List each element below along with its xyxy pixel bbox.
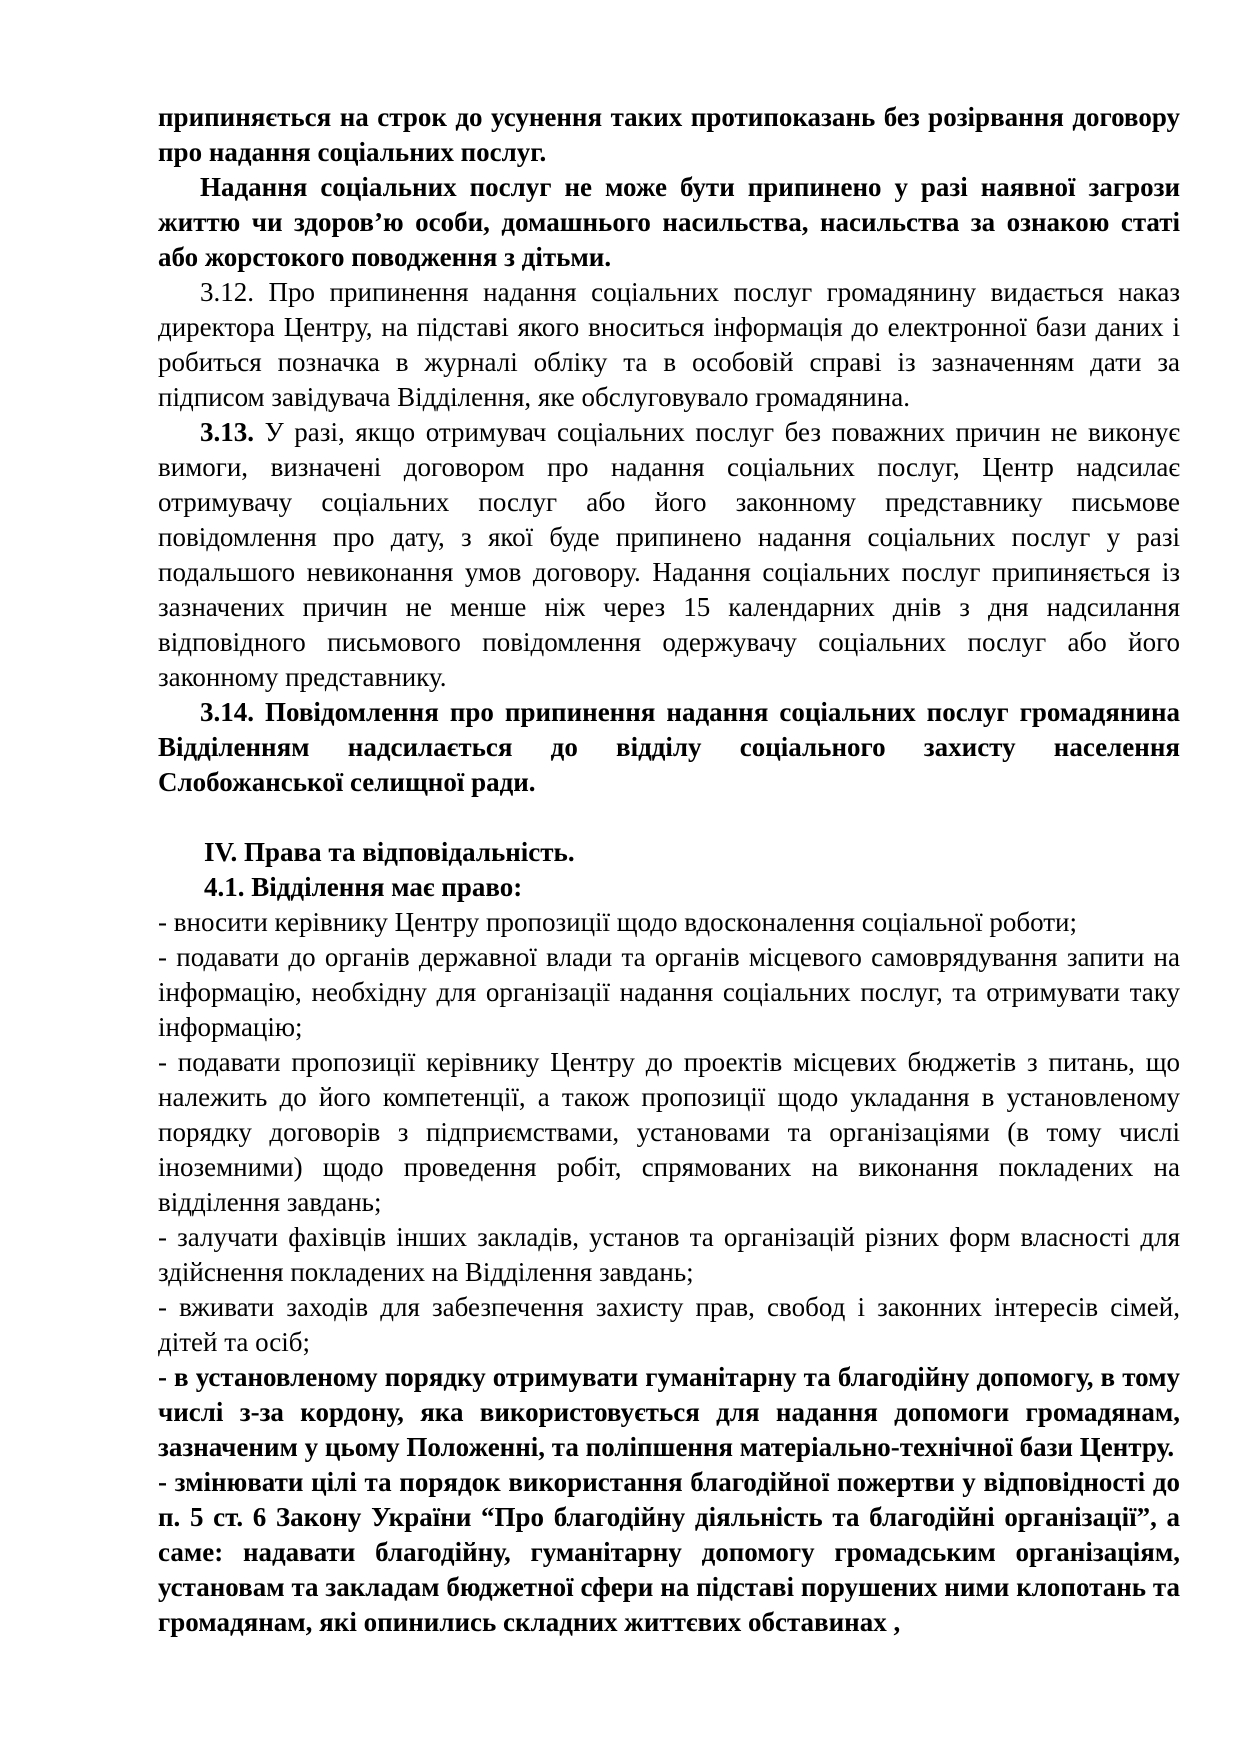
blank-line bbox=[158, 800, 1180, 835]
clause-3-14-number: 3.14. bbox=[200, 697, 254, 727]
rights-item-7: - змінювати цілі та порядок використання благодійної пожертви у відповідності до п. 5 ст. 6 Закону України “Про благодійну діяльність та благодійні організації”, а саме: надавати благодійну, гуманітарну допомогу громадським організаціям, установам та закладам бюджетної сфери на підставі порушених ними клопотань та громадянам, які опинились складних життєвих обставинах , bbox=[158, 1467, 1180, 1637]
paragraph-continuation bbox=[158, 100, 1180, 170]
clause-3-13-text: У разі, якщо отримувач соціальних послуг без поважних причин не виконує вимоги, визначені договором про надання соціальних послуг, Центр надсилає отримувачу соціальних послуг або його законному представнику письмове повідомлення про дату, з якої буде припинено надання соціальних послуг у разі подальшого невиконання умов договору. Надання соціальних послуг припиняється із зазначених причин не менше ніж через 15 календарних днів з дня надсилання відповідного письмового повідомлення одержувачу соціальних послуг або його законному представнику. bbox=[158, 417, 1180, 692]
rights-item-5: - вживати заходів для забезпечення захисту прав, свобод і законних інтересів сімей, дітей та осіб; bbox=[158, 1292, 1180, 1357]
rights-item-1: - вносити керівнику Центру пропозиції щодо вдосконалення соціальної роботи; bbox=[158, 907, 1077, 937]
paragraph-guarantee-text: Надання соціальних послуг не може бути припинено у разі наявної загрози життю чи здоров’ю особи, домашнього насильства, насильства за ознакою статі або жорстокого поводження з дітьми. bbox=[158, 172, 1180, 272]
rights-item-3: - подавати пропозиції керівнику Центру до проектів місцевих бюджетів з питань, що належить до його компетенції, а також пропозиції щодо укладання в установленому порядку договорів з підприємствами, установами та організаціями (в тому числі іноземними) щодо проведення робіт, спрямованих на виконання покладених на відділення завдань; bbox=[158, 1047, 1180, 1217]
clause-3-13-number: 3.13. bbox=[200, 417, 254, 447]
subsection-heading-4-1: 4.1. Відділення має право: bbox=[204, 872, 523, 902]
paragraph-clause-3-12 bbox=[158, 275, 1180, 415]
clause-3-12-text: Про припинення надання соціальних послуг громадянину видається наказ директора Центру, на підставі якого вноситься інформація до електронної бази даних і робиться позначка в журналі обліку та в особовій справі із зазначенням дати за підписом завідувача Відділення, яке обслуговувало громадянина. bbox=[158, 277, 1180, 412]
rights-item-2: - подавати до органів державної влади та органів місцевого самоврядування запити на інформацію, необхідну для організації надання соціальних послуг, та отримувати таку інформацію; bbox=[158, 942, 1180, 1042]
rights-item-6: - в установленому порядку отримувати гуманітарну та благодійну допомогу, в тому числі з-за кордону, яка використовується для надання допомоги громадянам, зазначеним у цьому Положенні, та поліпшення матеріально-технічної бази Центру. bbox=[158, 1362, 1180, 1462]
section-heading-iv: IV. Права та відповідальність. bbox=[204, 837, 575, 867]
rights-item-4: - залучати фахівців інших закладів, установ та організацій різних форм власності для здійснення покладених на Відділення завдань; bbox=[158, 1222, 1180, 1287]
clause-3-12-number: 3.12. bbox=[200, 277, 254, 307]
paragraph-guarantee bbox=[158, 170, 1180, 275]
clause-3-14-text: Повідомлення про припинення надання соціальних послуг громадянина Відділенням надсилається до відділу соціального захисту населення Слобожанської селищної ради. bbox=[158, 697, 1181, 797]
paragraph-clause-3-13 bbox=[158, 415, 1180, 695]
paragraph-continuation-text: припиняється на строк до усунення таких протипоказань без розірвання договору про надання соціальних послуг. bbox=[158, 102, 1180, 167]
paragraph-clause-3-14 bbox=[158, 695, 1180, 800]
